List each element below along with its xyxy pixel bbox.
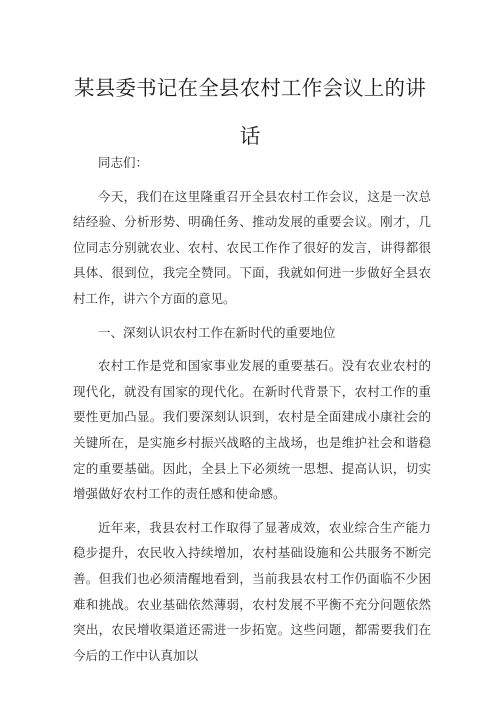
document-body: [73, 150, 431, 668]
section-heading: 一、深刻认识农村工作在新时代的重要地位: [98, 324, 336, 340]
document-title-line2: 话: [239, 124, 261, 148]
paragraph-gap: [73, 312, 431, 320]
document-title-line1: 某县委书记在全县农村工作会议上的讲: [74, 76, 426, 100]
salutation: 同志们：: [98, 155, 149, 170]
body-paragraph: 农村工作是党和国家事业发展的重要基石。没有农业农村的现代化，就没有国家的现代化。在新时代背景下，农村工作的重要性更加凸显。我们要深刻认识到，农村是全面建成小康社会的关键所在，是实施乡村振兴战略的主战场，也是维护社会和谐稳定的重要基础。因此，全县上下必须统一思想、提高认识，切实增强做好农村工作的责任感和使命感。: [73, 358, 431, 502]
paragraph-gap: [73, 507, 431, 515]
paragraph-gap: [73, 345, 431, 353]
paragraph-gap: [73, 176, 431, 184]
intro-paragraph: 今天，我们在这里隆重召开全县农村工作会议，这是一次总结经验、分析形势、明确任务、推动发展的重要会议。刚才，几位同志分别就农业、农村、农民工作作了很好的发言，讲得都很具体、很到位，我完全赞同。下面，我就如何进一步做好全县农村工作，讲六个方面的意见。: [73, 188, 431, 306]
body-paragraph: 近年来，我县农村工作取得了显著成效，农业综合生产能力稳步提升，农民收入持续增加，农村基础设施和公共服务不断完善。但我们也必须清醒地看到，当前我县农村工作仍面临不少困难和挑战。农业基础依然薄弱，农村发展不平衡不充分问题依然突出，农民增收渠道还需进一步拓宽。这些问题，都需要我们在今后的工作中认真加以: [73, 519, 431, 663]
